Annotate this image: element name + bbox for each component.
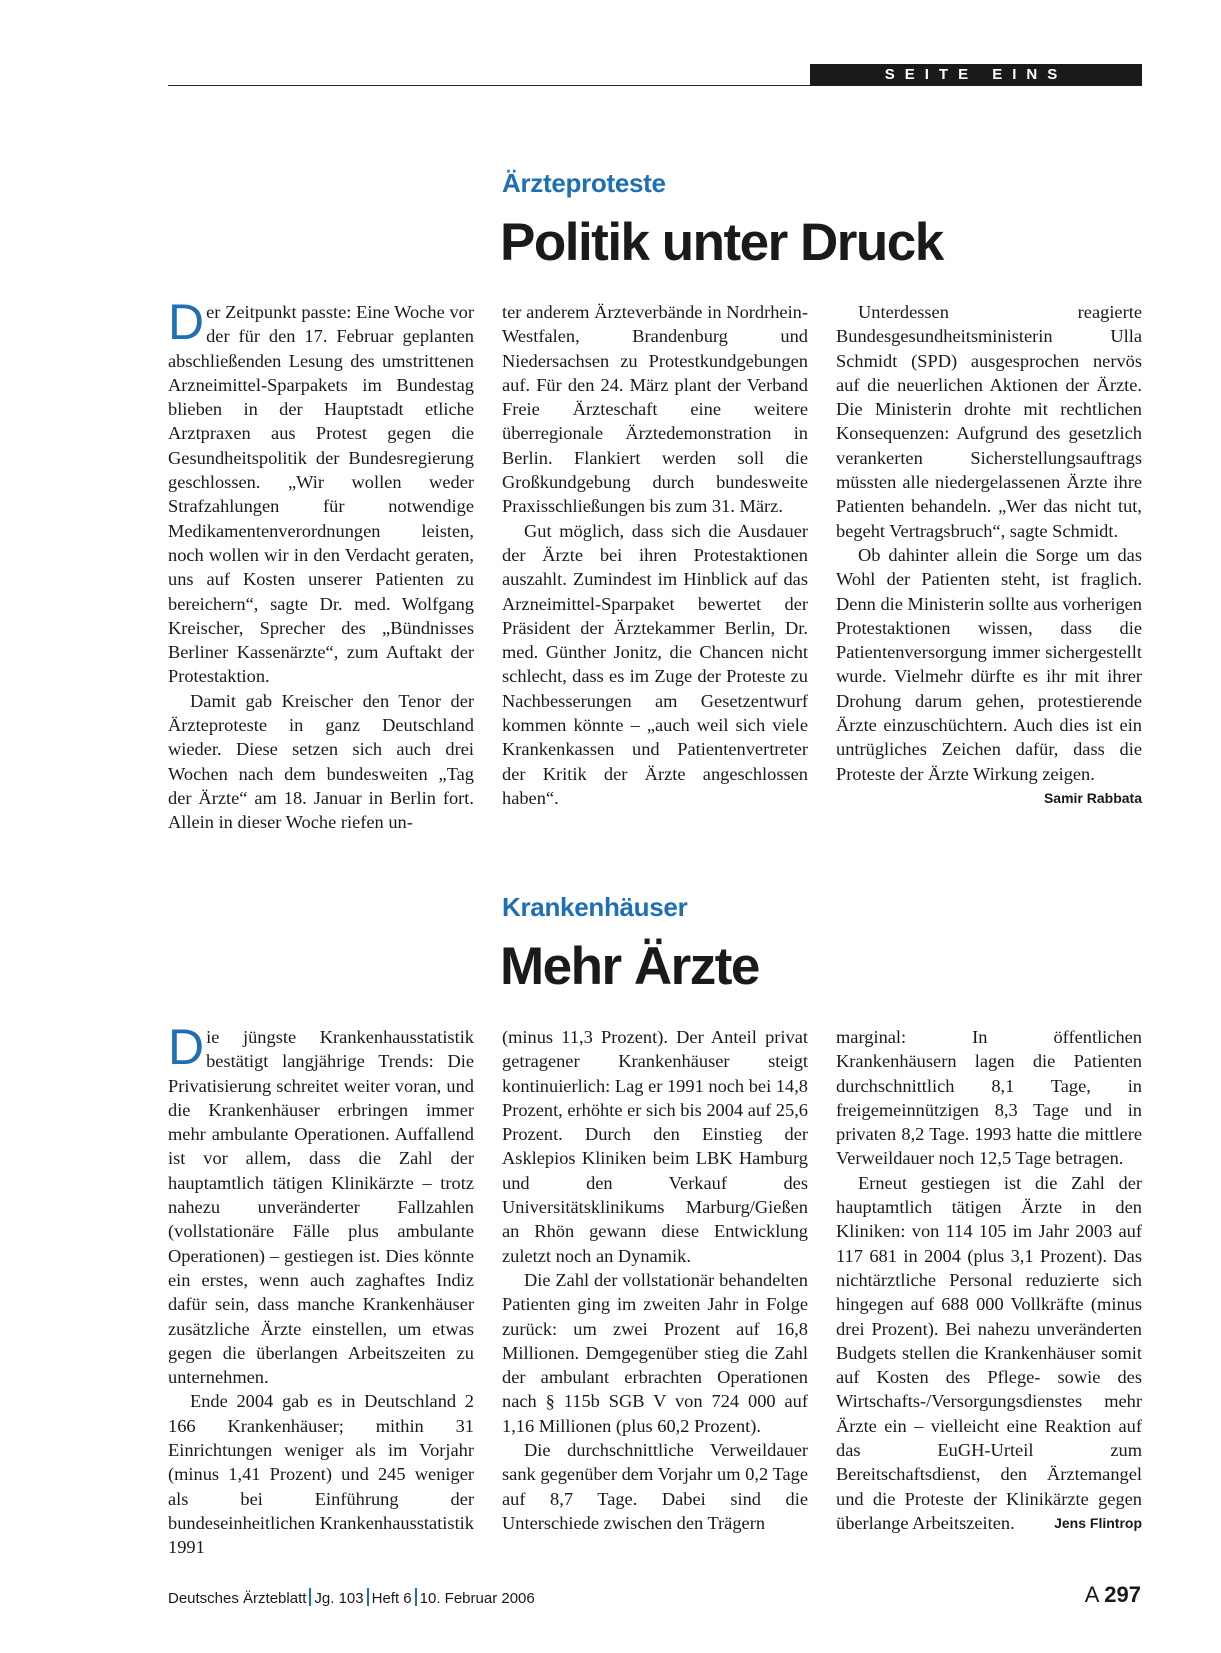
- article1-column-2: [502, 300, 808, 810]
- issue-date: 10. Februar 2006: [419, 1590, 535, 1607]
- article1-headline: Politik unter Druck: [500, 213, 943, 272]
- paragraph: Ob dahinter allein die Sorge um das Wohl der Patienten steht, ist fraglich. Denn die Ministerin sollte aus vorherigen Protestaktionen wissen, dass die Patientenversorgung immer sichergestellt wurde. Vielmehr dürfte es ihr mit ihrer Drohung darum gehen, protestierende Ärzte einzuschüchtern. Auch dies ist ein untrügliches Zeichen dafür, dass die Proteste der Ärzte Wirkung zeigen. Samir Rabbata: [836, 543, 1142, 786]
- journal-name: Deutsches Ärzteblatt: [168, 1590, 307, 1607]
- drop-cap: D: [168, 1019, 205, 1075]
- paragraph: Erneut gestiegen ist die Zahl der hauptamtlich tätigen Ärzte in den Kliniken: von 114 105 im Jahr 2003 auf 117 681 in 2004 (plus 3,1 Prozent). Das nichtärztliche Personal reduzierte sich hingegen auf 688 000 Vollkräfte (minus drei Prozent). Bei nahezu unveränderten Budgets stellen die Krankenhäuser somit auf Kosten des Pflege- sowie des Wirtschafts-/Versorgungsdienstes mehr Ärzte ein – vielleicht eine Reaktion auf das EuGH-Urteil zum Bereitschaftsdienst, den Ärztemangel und die Proteste der Klinikärzte gegen überlange Arbeitszeiten. Jens Flintrop: [836, 1171, 1142, 1535]
- paragraph: Gut möglich, dass sich die Ausdauer der Ärzte bei ihren Protestaktionen auszahlt. Zumindest im Hinblick auf das Arzneimittel-Sparpaket bewertet der Präsident der Ärztekammer Berlin, Dr. med. Günther Jonitz, die Chancen nicht schlecht, dass es im Zuge der Proteste zu Nachbesserungen am Gesetzentwurf kommen könnte – „auch weil sich viele Krankenkassen und Patientenvertreter der Kritik der Ärzte angeschlossen haben“.: [502, 520, 808, 808]
- article2-column-2: [502, 1025, 808, 1535]
- separator-bar: [367, 1588, 369, 1606]
- article2-column-1: [168, 1019, 474, 1560]
- author-byline: Samir Rabbata: [1043, 789, 1142, 806]
- paragraph: Die jüngste Krankenhausstatistik bestätigt langjährige Trends: Die Privatisierung schreitet weiter voran, und die Krankenhäuser erbringen immer mehr ambulante Operationen. Auffallend ist vor allem, dass die Zahl der hauptamtlich tätigen Klinikärzte – trotz nahezu unveränderter Fallzahlen (vollstationäre Fälle plus ambulante Operationen) – gestiegen ist. Dies könnte ein erstes, wenn auch zaghaftes Indiz dafür sein, dass manche Krankenhäuser zusätzliche Ärzte einstellen, um etwas gegen die überlangen Arbeitszeiten zu unternehmen.: [168, 1019, 474, 1388]
- article2-column-3: [836, 1025, 1142, 1535]
- article1-column-1: [168, 294, 474, 835]
- paragraph: (minus 11,3 Prozent). Der Anteil privat getragener Krankenhäuser steigt kontinuierlich: Lag er 1991 noch bei 14,8 Prozent, erhöhte er sich bis 2004 auf 25,6 Prozent. Durch den Einstieg der Asklepios Kliniken beim LBK Hamburg und den Verkauf des Universitätsklinikums Marburg/Gießen an Rhön gewann diese Entwicklung zuletzt noch an Dynamik.: [502, 1027, 808, 1266]
- page-number: A 297: [1084, 1582, 1141, 1607]
- section-label: SEITE EINS: [810, 64, 1142, 85]
- paragraph: Die durchschnittliche Verweildauer sank gegenüber dem Vorjahr um 0,2 Tage auf 8,7 Tage. Dabei sind die Unterschiede zwischen den Trägern: [502, 1440, 808, 1533]
- paragraph: ter anderem Ärzteverbände in Nordrhein-Westfalen, Brandenburg und Niedersachsen zu Protestkundgebungen auf. Für den 24. März plant der Verband Freie Ärzteschaft eine weitere überregionale Ärztedemonstration in Berlin. Flankiert werden soll die Großkundgebung durch bundesweite Praxisschließungen bis zum 31. März.: [502, 302, 808, 517]
- separator-bar: [415, 1588, 417, 1606]
- paragraph: Unterdessen reagierte Bundesgesundheitsministerin Ulla Schmidt (SPD) ausgesprochen nervös auf die neuerlichen Aktionen der Ärzte. Die Ministerin drohte mit rechtlichen Konsequenzen: Aufgrund des gesetzlich verankerten Sicherstellungsauftrags müssten alle niedergelassenen Ärzte ihre Patienten behandeln. „Wer das nicht tut, begeht Vertragsbruch“, sagte Schmidt.: [836, 302, 1142, 541]
- footer-citation: [168, 1588, 535, 1607]
- article2-kicker: Krankenhäuser: [502, 892, 688, 922]
- drop-cap: D: [168, 294, 205, 350]
- article1-kicker: Ärzteproteste: [502, 168, 666, 198]
- paragraph: Der Zeitpunkt passte: Eine Woche vor der für den 17. Februar geplanten abschließenden Lesung des umstrittenen Arzneimittel-Sparpakets im Bundestag blieben in der Hauptstadt etliche Arztpraxen aus Protest gegen die Gesundheitspolitik der Bundesregierung geschlossen. „Wir wollen weder Strafzahlungen für notwendige Medikamentenverordnungen leisten, noch wollen wir in den Verdacht geraten, uns auf Kosten unserer Patienten zu bereichern“, sagte Dr. med. Wolfgang Kreischer, Sprecher des „Bündnisses Berliner Kassenärzte“, zum Auftakt der Protestaktion.: [168, 294, 474, 687]
- header-rule: [168, 85, 1142, 86]
- separator-bar: [309, 1588, 311, 1606]
- author-byline: Jens Flintrop: [1054, 1514, 1142, 1531]
- article2-headline: Mehr Ärzte: [500, 937, 759, 996]
- paragraph: marginal: In öffentlichen Krankenhäusern lagen die Patienten durchschnittlich 8,1 Tage, in freigemeinnützigen 8,3 Tage und in privaten 8,2 Tage. 1993 hatte die mittlere Verweildauer noch 12,5 Tage betragen.: [836, 1027, 1142, 1169]
- volume: Jg. 103: [314, 1590, 364, 1607]
- paragraph: Die Zahl der vollstationär behandelten Patienten ging im zweiten Jahr in Folge zurück: um zwei Prozent auf 16,8 Millionen. Demgegenüber stieg die Zahl der ambulant erbrachten Operationen nach § 115b SGB V von 724 000 auf 1,16 Millionen (plus 60,2 Prozent).: [502, 1269, 808, 1436]
- issue: Heft 6: [371, 1590, 412, 1607]
- article1-column-3: [836, 300, 1142, 810]
- paragraph: Ende 2004 gab es in Deutschland 2 166 Krankenhäuser; mithin 31 Einrichtungen weniger als im Vorjahr (minus 1,41 Prozent) und 245 weniger als bei Einführung der bundeseinheitlichen Krankenhausstatistik 1991: [168, 1391, 474, 1558]
- paragraph: Damit gab Kreischer den Tenor der Ärzteproteste in ganz Deutschland wieder. Diese setzen sich auch drei Wochen nach dem bundesweiten „Tag der Ärzte“ am 18. Januar in Berlin fort. Allein in dieser Woche riefen un-: [168, 690, 474, 833]
